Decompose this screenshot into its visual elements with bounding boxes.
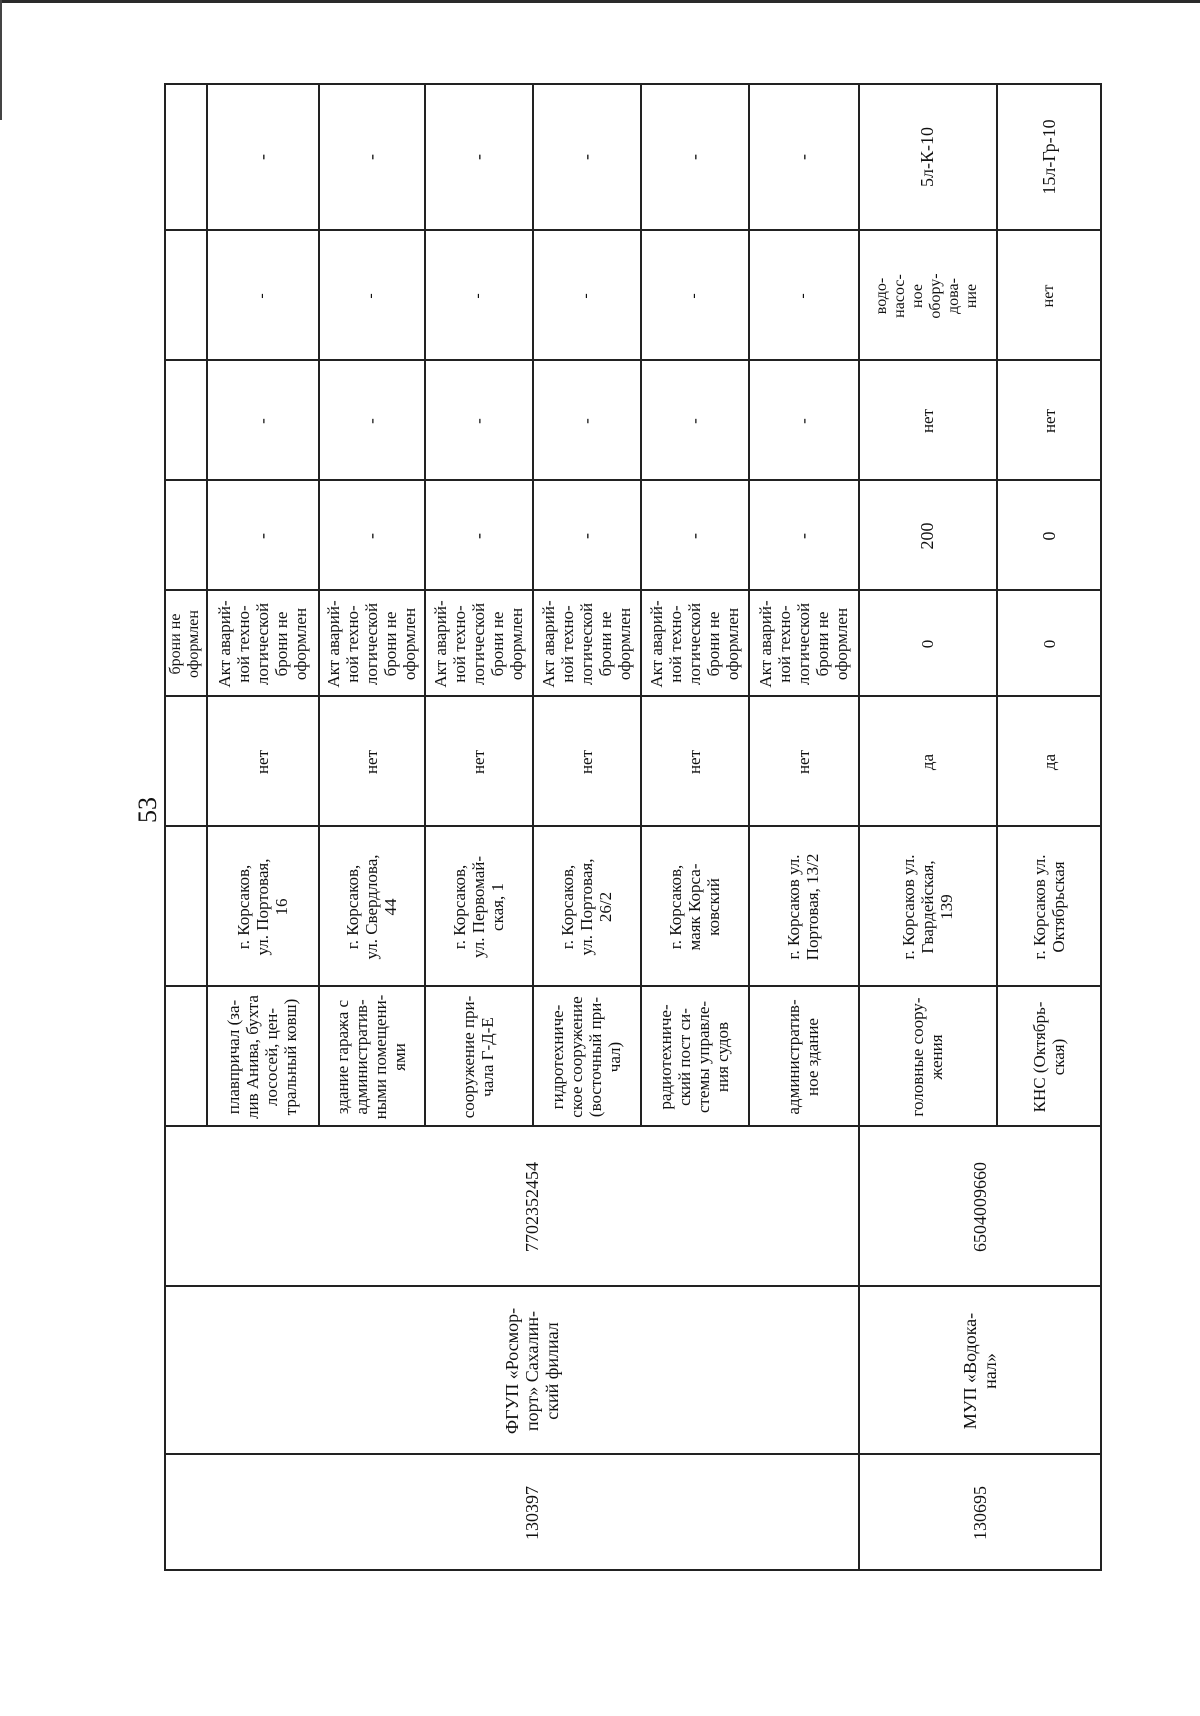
table-cell-c8: нет (1039, 408, 1059, 434)
table-cell-c10: - (684, 154, 704, 160)
table-cell-act: Акт аварий- ной техно- логической брони не оформлен (755, 600, 851, 688)
table-cell-c9: - (794, 293, 811, 299)
table-cell-flag: нет (361, 749, 381, 775)
table-cell-c9: водо- насос- ное обору- дова- ние (873, 273, 980, 319)
table-cell-c8: - (576, 418, 596, 424)
org-name-cell: ФГУП «Росмор- порт» Сахалин- ский филиал (502, 1307, 562, 1435)
table-cell-flag: да (917, 753, 937, 771)
table-cell-c10: - (793, 154, 813, 160)
table-cell-object: КНС (Октябрь- ская) (1030, 1001, 1068, 1113)
table-cell-address: г. Корсаков, ул. Портовая, 26/2 (557, 858, 615, 956)
table-cell-value: - (361, 533, 381, 539)
table-cell-address: г. Корсаков ул. Октябрьская (1030, 854, 1068, 960)
table-cell-c8: нет (917, 408, 937, 434)
table-cell-c8: - (684, 418, 704, 424)
table-cell-act: Акт аварий- ной техно- логической брони не оформлен (323, 600, 419, 688)
table-cell-act: Акт аварий- ной техно- логической брони не оформлен (214, 600, 310, 688)
table-cell-address: г. Корсаков, ул. Портовая, 16 (233, 858, 291, 956)
table-cell-value: - (793, 533, 813, 539)
org-code-cell: 130695 (970, 1486, 990, 1540)
table-cell-act: 0 (1039, 639, 1059, 649)
table-cell-c10: 5л-К-10 (917, 127, 937, 187)
table-cell-c9: - (577, 293, 594, 299)
header-strip-divider (164, 1126, 206, 1127)
table-cell-value: - (468, 533, 488, 539)
table-cell-address: г. Корсаков ул. Портовая, 13/2 (784, 853, 822, 961)
table-cell-flag: нет (576, 749, 596, 775)
table-cell-c8: - (468, 418, 488, 424)
table-cell-act: 0 (917, 639, 937, 649)
table-cell-flag: нет (252, 749, 272, 775)
table-cell-flag: нет (684, 749, 704, 775)
table-cell-c9: - (362, 293, 379, 299)
table-cell-c10: - (468, 154, 488, 160)
table-cell-object: головные соору- жения (908, 997, 946, 1117)
table-cell-value: - (252, 533, 272, 539)
continuation-cell: брони не оформлен (167, 610, 202, 678)
table-cell-flag: да (1039, 753, 1059, 771)
table-cell-act: Акт аварий- ной техно- логической брони не оформлен (430, 600, 526, 688)
table-cell-object: гидротехниче- ское сооружение (восточный при- чал) (548, 996, 624, 1118)
org-code-cell: 130397 (522, 1486, 542, 1540)
table-cell-c9: - (685, 293, 702, 299)
table-cell-c10: - (361, 154, 381, 160)
table-cell-address: г. Корсаков, маяк Корса- ковский (665, 863, 723, 951)
table-cell-c10: - (576, 154, 596, 160)
table-cell-flag: нет (468, 749, 488, 775)
page-number: 53 (133, 797, 162, 823)
org-inn-cell: 6504009660 (970, 1162, 990, 1252)
table-cell-value: 200 (917, 522, 937, 550)
table-cell-act: Акт аварий- ной техно- логической брони не оформлен (646, 600, 742, 688)
table-cell-c8: - (361, 418, 381, 424)
table-cell-object: плавпричал (за- лив Анива, бухта лососей, цен- тральный ковш) (224, 995, 300, 1119)
table-cell-object: сооружение при- чала Г-Д-Е (459, 995, 497, 1119)
scan-edge-left (0, 0, 2, 120)
table-cell-c10: - (252, 154, 272, 160)
table-cell-c9: нет (1040, 284, 1057, 308)
table-cell-object: административ- ное здание (784, 999, 822, 1115)
table-cell-object: радиотехниче- ский пост си- стемы управле- ния судов (656, 1000, 732, 1114)
table-cell-address: г. Корсаков, ул. Свердлова, 44 (342, 854, 400, 960)
table-cell-address: г. Корсаков ул. Гвардейская, 139 (898, 854, 956, 960)
table-border-top (164, 83, 166, 1571)
scan-edge-top (0, 0, 1200, 3)
table-cell-act: Акт аварий- ной техно- логической брони не оформлен (538, 600, 634, 688)
org-name-cell: МУП «Водока- нал» (960, 1312, 1000, 1430)
table-cell-address: г. Корсаков, ул. Первомай- ская, 1 (449, 855, 507, 959)
table-cell-c10: 15л-Гр-10 (1039, 119, 1059, 195)
table-cell-c9: - (253, 293, 270, 299)
table-cell-value: - (576, 533, 596, 539)
table-cell-flag: нет (793, 749, 813, 775)
org-inn-cell: 7702352454 (522, 1162, 542, 1252)
table-cell-c8: - (252, 418, 272, 424)
rotated-table (164, 83, 1200, 1540)
table-landscape (164, 83, 1102, 1571)
table-cell-object: здание гаража с административ- ными помещени- ями (333, 994, 409, 1120)
table-cell-value: 0 (1039, 531, 1059, 541)
table-cell-value: - (684, 533, 704, 539)
table-cell-c9: - (469, 293, 486, 299)
table-cell-c8: - (793, 418, 813, 424)
